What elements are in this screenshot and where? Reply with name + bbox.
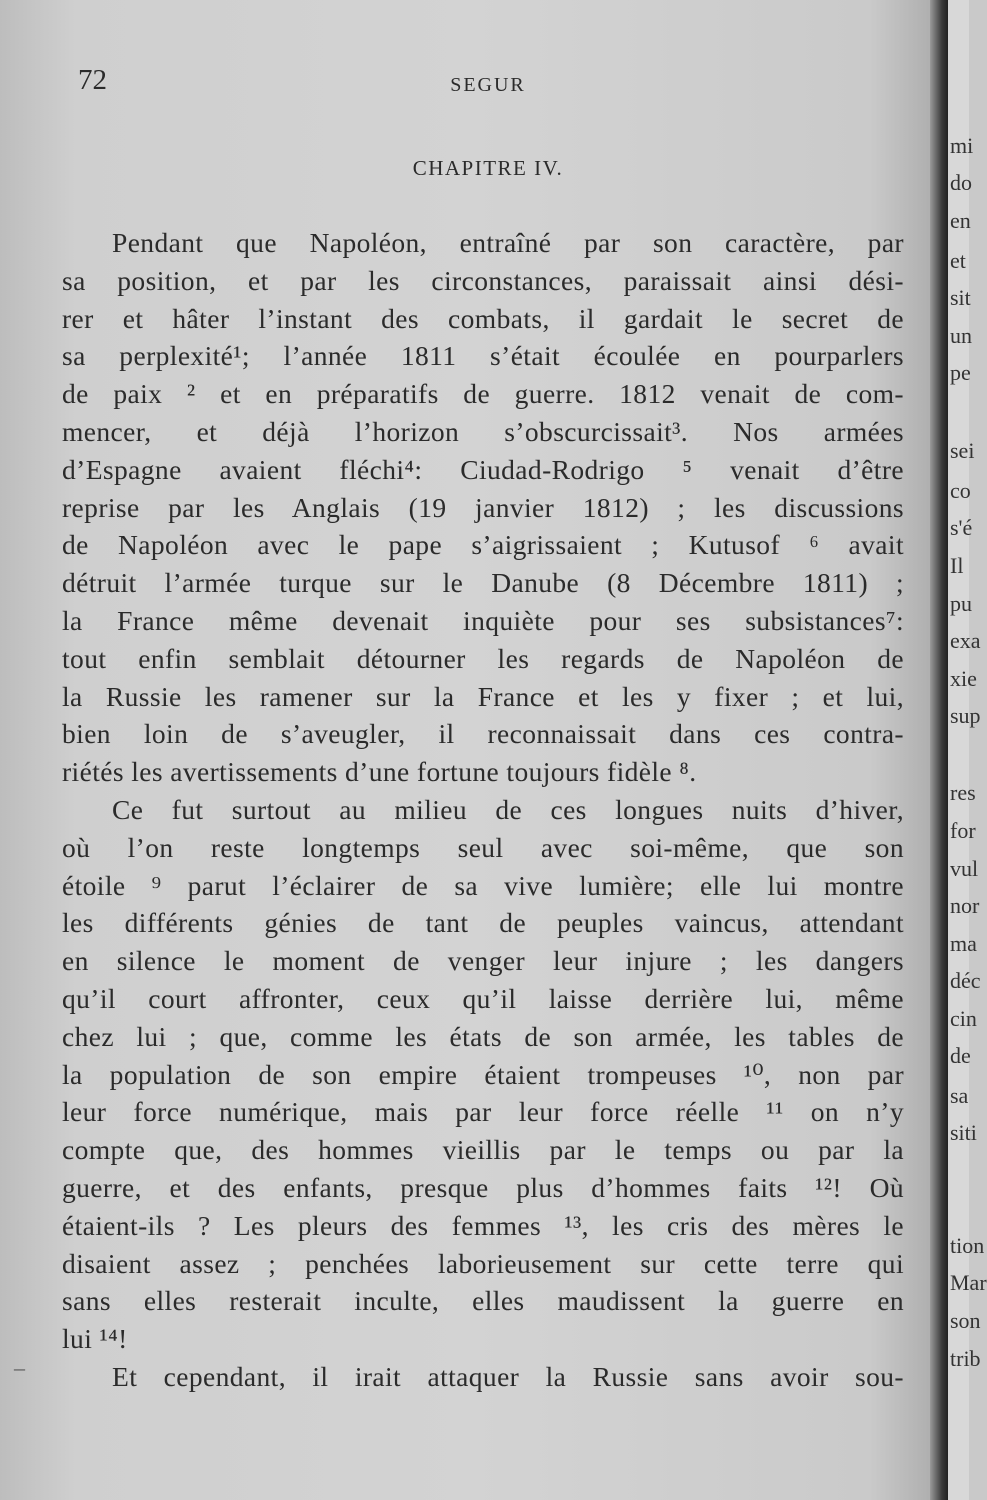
text-line: en silence le moment de venger leur injure ; les dangers bbox=[62, 945, 904, 977]
text-line: de Napoléon avec le pape s’aigrissaient ; Kutusof ⁶ avait bbox=[62, 529, 904, 561]
text-line: Pendant que Napoléon, entraîné par son caractère, par bbox=[112, 227, 904, 258]
margin-dash-mark: – bbox=[14, 1355, 25, 1380]
text-line: leur force numérique, mais par leur force réelle ¹¹ on n’y bbox=[62, 1096, 904, 1128]
facing-page-fragment: s'é bbox=[950, 515, 973, 540]
facing-page-fragment: et bbox=[950, 248, 966, 273]
facing-page-fragment: sa bbox=[950, 1083, 969, 1108]
chapter-title: CHAPITRE IV. bbox=[412, 156, 564, 180]
running-title: SEGUR bbox=[450, 74, 526, 96]
text-line: mencer, et déjà l’horizon s’obscurcissait³. Nos armées bbox=[62, 415, 904, 447]
text-line: lui ¹⁴! bbox=[62, 1323, 128, 1355]
paragraph bbox=[62, 791, 904, 1358]
text-line: Ce fut surtout au milieu de ces longues nuits d’hiver, bbox=[112, 793, 904, 825]
paragraph bbox=[62, 1358, 904, 1396]
text-line: bien loin de s’aveugler, il reconnaissait dans ces contra- bbox=[62, 718, 904, 750]
text-line: étoile ⁹ parut l’éclairer de sa vive lumière; elle lui montre bbox=[62, 869, 904, 901]
facing-page-fragment: res bbox=[950, 780, 976, 805]
facing-page-fragment: sit bbox=[950, 285, 971, 310]
text-line: sa perplexité¹; l’année 1811 s’était écoulée en pourparlers bbox=[62, 340, 904, 372]
facing-page-fragment: déc bbox=[950, 968, 981, 993]
paragraph bbox=[62, 224, 904, 791]
facing-page-fragment: trib bbox=[950, 1346, 981, 1371]
facing-page-fragment: for bbox=[950, 818, 976, 843]
facing-page-fragment: tion bbox=[950, 1233, 985, 1258]
text-line: étaient-ils ? Les pleurs des femmes ¹³, les cris des mères le bbox=[62, 1209, 904, 1241]
text-line: guerre, et des enfants, presque plus d’hommes faits ¹²! Où bbox=[62, 1171, 904, 1203]
facing-page-fragment: sup bbox=[950, 703, 981, 728]
facing-page-fragment: xie bbox=[950, 666, 977, 691]
text-line: détruit l’armée turque sur le Danube (8 Décembre 1811) ; bbox=[62, 567, 904, 599]
book-gutter bbox=[930, 0, 950, 1500]
text-line: la population de son empire étaient trompeuses ¹⁰, non par bbox=[62, 1058, 904, 1090]
facing-page-fragment: un bbox=[950, 323, 972, 348]
text-line: sans elles resterait inculte, elles maudissent la guerre en bbox=[62, 1285, 904, 1317]
text-line: de paix ² et en préparatifs de guerre. 1812 venait de com- bbox=[62, 378, 904, 410]
text-line: riétés les avertissements d’une fortune toujours fidèle ⁸. bbox=[62, 756, 697, 788]
body-text bbox=[62, 224, 904, 1396]
facing-page-fragment: do bbox=[950, 170, 972, 195]
text-line: où l’on reste longtemps seul avec soi-même, que son bbox=[62, 831, 904, 863]
facing-page-fragment: pu bbox=[950, 591, 972, 616]
text-line: disaient assez ; penchées laborieusement sur cette terre qui bbox=[62, 1247, 904, 1279]
text-line: d’Espagne avaient fléchi⁴: Ciudad-Rodrigo ⁵ venait d’être bbox=[62, 453, 904, 485]
facing-page-fragment: mi bbox=[950, 133, 974, 158]
text-line: sa position, et par les circonstances, paraissait ainsi dési- bbox=[62, 264, 904, 296]
facing-page-fragment: son bbox=[950, 1308, 981, 1333]
facing-page-fragment: cin bbox=[950, 1006, 977, 1031]
facing-page-fragment: siti bbox=[950, 1120, 977, 1145]
facing-page-fragment: Il bbox=[950, 553, 964, 578]
facing-page-fragment: Mar bbox=[950, 1270, 987, 1295]
text-line: les différents génies de tant de peuples vaincus, attendant bbox=[62, 907, 904, 939]
text-line: tout enfin semblait détourner les regards de Napoléon de bbox=[62, 642, 904, 674]
facing-page-fragment: nor bbox=[950, 893, 980, 918]
text-line: reprise par les Anglais (19 janvier 1812) ; les discussions bbox=[62, 491, 904, 523]
facing-page-fragment: co bbox=[950, 478, 971, 503]
page-number: 72 bbox=[78, 64, 107, 96]
text-line: qu’il court affronter, ceux qu’il laisse derrière lui, même bbox=[62, 982, 904, 1014]
running-header bbox=[78, 64, 898, 104]
facing-page-fragment: sei bbox=[950, 438, 975, 463]
facing-page-fragment: exa bbox=[950, 628, 981, 653]
text-line: la Russie les ramener sur la France et les y fixer ; et lui, bbox=[62, 680, 904, 712]
facing-page-fragment: de bbox=[950, 1043, 971, 1068]
text-line: chez lui ; que, comme les états de son armée, les tables de bbox=[62, 1020, 904, 1052]
facing-page-fragment: vul bbox=[950, 856, 979, 881]
facing-page-fragment: pe bbox=[950, 360, 971, 385]
facing-page-fragment: ma bbox=[950, 931, 977, 956]
text-line: la France même devenait inquiète pour ses subsistances⁷: bbox=[62, 604, 904, 636]
text-line: compte que, des hommes vieillis par le temps ou par la bbox=[62, 1134, 904, 1166]
text-line: Et cependant, il irait attaquer la Russie sans avoir sou- bbox=[112, 1360, 904, 1392]
facing-page-fragment: en bbox=[950, 208, 971, 233]
facing-page-edge bbox=[948, 0, 987, 1500]
text-line: rer et hâter l’instant des combats, il gardait le secret de bbox=[62, 302, 904, 334]
